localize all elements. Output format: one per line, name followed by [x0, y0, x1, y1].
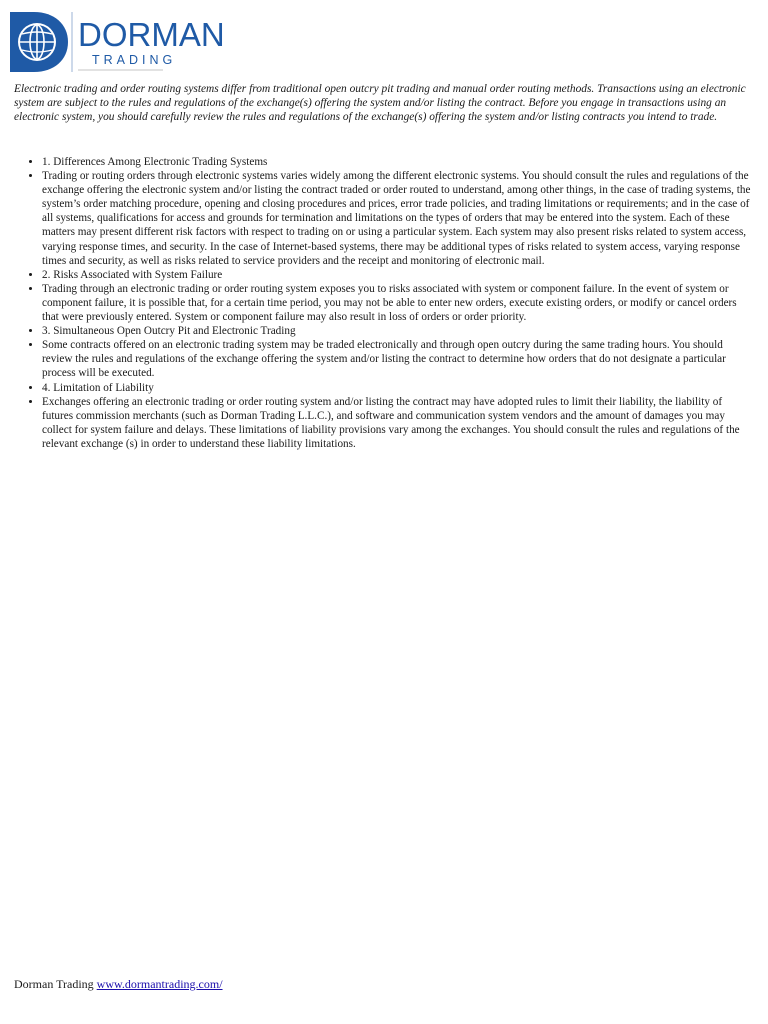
- risk-disclosure-list: [14, 155, 754, 451]
- footer-website-link[interactable]: www.dormantrading.com/: [96, 977, 223, 991]
- list-item-heading-4: • 4. Limitation of Liability: [42, 381, 754, 395]
- list-item-heading-1: • 1. Differences Among Electronic Trading Systems: [42, 155, 754, 169]
- dorman-d-globe-icon: [8, 8, 238, 76]
- intro-paragraph: Electronic trading and order routing systems differ from traditional open outcry pit trading and manual order routing methods. Transactions using an electronic system are subject to the rules and regulations of the exchange(s) offering the system and/or listing the contract. Before you engage in transactions using an electronic system, you should carefully review the rules and regulations of the exchange(s) offering the system and/or listing contracts you intend to trade.: [14, 83, 746, 123]
- dorman-trading-logo: [8, 8, 238, 76]
- footer: [14, 977, 223, 991]
- list-item-heading-3: • 3. Simultaneous Open Outcry Pit and Electronic Trading: [42, 324, 754, 338]
- logo-wordmark-bottom: TRADING: [92, 53, 177, 67]
- list-item-body-3: • Some contracts offered on an electronic trading system may be traded electronically and through open outcry during the same trading hours. You should review the rules and regulations of the exchange offering the system and/or listing the contract to determine how orders that do not designate a particular process will be executed.: [42, 338, 754, 380]
- list-item-body-2: • Trading through an electronic trading or order routing system exposes you to risks associated with system or component failure. In the event of system or component failure, it is possible that, for a certain time period, you may not be able to enter new orders, execute existing orders, or modify or cancel orders that were previously entered. System or component failure may also result in loss of orders or order priority.: [42, 282, 754, 324]
- list-item-body-1: • Trading or routing orders through electronic systems varies widely among the different electronic systems. You should consult the rules and regulations of the exchange offering the electronic system and/or listing the contract traded or order routed to understand, among other things, in the case of trading systems, the system’s order matching procedure, opening and closing procedures and prices, error trade policies, and trading limitations or requirements; and in the case of all systems, qualifications for access and grounds for termination and limitations on the types of orders that may be entered into the system. Each of these matters may present different risk factors with respect to trading on or using a particular system. Each system may also present risks related to system access, varying response times, and security. In the case of Internet-based systems, there may be additional types of risks related to system access, varying response times and security, as well as risks related to service providers and the receipt and monitoring of electronic mail.: [42, 169, 754, 268]
- logo-wordmark-top: DORMAN: [78, 16, 225, 53]
- footer-label: Dorman Trading: [14, 977, 94, 991]
- list-item-heading-2: • 2. Risks Associated with System Failure: [42, 268, 754, 282]
- list-item-body-4: • Exchanges offering an electronic trading or order routing system and/or listing the contract may have adopted rules to limit their liability, the liability of futures commission merchants (such as Dorman Trading L.L.C.), and software and communication system vendors and the amount of damages you may collect for system failure and delays. These limitations of liability provisions vary among the exchanges. You should consult the rules and regulations of the relevant exchange (s) in order to understand these liability limitations.: [42, 395, 754, 451]
